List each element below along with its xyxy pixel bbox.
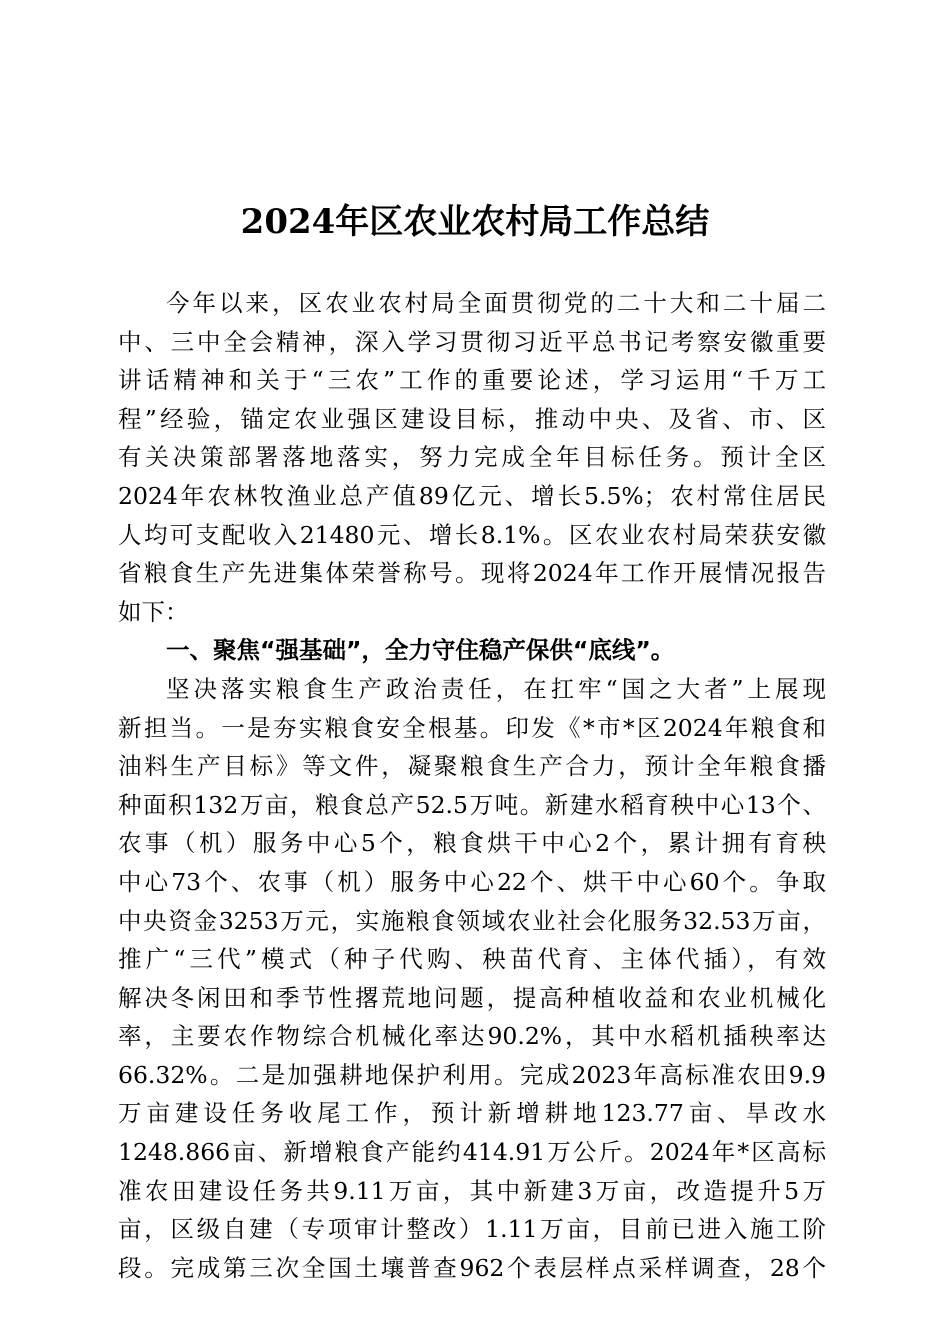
intro-line: 有关决策部署落地落实，努力完成全年目标任务。预计全区 xyxy=(118,443,826,472)
intro-line: 省粮食生产先进集体荣誉称号。现将2024年工作开展情况报告 xyxy=(118,559,826,588)
section-line: 坚决落实粮食生产政治责任，在扛牢“国之大者”上展现 xyxy=(166,674,826,703)
section-line: 率，主要农作物综合机械化率达90.2%，其中水稻机插秧率达 xyxy=(118,1022,826,1051)
intro-line: 人均可支配收入21480元、增长8.1%。区农业农村局荣获安徽 xyxy=(118,520,826,549)
section-line: 油料生产目标》等文件，凝聚粮食生产合力，预计全年粮食播 xyxy=(118,752,826,781)
section-line: 推广“三代”模式（种子代购、秧苗代育、主体代插），有效 xyxy=(118,945,826,974)
section-line: 段。完成第三次全国土壤普查962个表层样点采样调查，28个 xyxy=(118,1253,826,1282)
intro-line: 2024年农林牧渔业总产值89亿元、增长5.5%；农村常住居民 xyxy=(118,481,826,510)
section-line: 亩，区级自建（专项审计整改）1.11万亩，目前已进入施工阶 xyxy=(118,1215,826,1244)
intro-line: 程”经验，锚定农业强区建设目标，推动中央、及省、市、区 xyxy=(118,404,826,433)
intro-line: 讲话精神和关于“三农”工作的重要论述，学习运用“千万工 xyxy=(118,366,826,395)
section-line: 1248.866亩、新增粮食产能约414.91万公斤。2024年*区高标 xyxy=(118,1138,826,1167)
section-line: 万亩建设任务收尾工作，预计新增耕地123.77亩、旱改水 xyxy=(118,1099,826,1128)
section-heading: 一、聚焦“强基础”，全力守住稳产保供“底线”。 xyxy=(166,636,675,665)
document-body xyxy=(118,284,826,1287)
section-line: 66.32%。二是加强耕地保护利用。完成2023年高标准农田9.9 xyxy=(118,1060,826,1089)
intro-line: 中、三中全会精神，深入学习贯彻习近平总书记考察安徽重要 xyxy=(118,327,826,356)
section-line: 中心73个、农事（机）服务中心22个、烘干中心60个。争取 xyxy=(118,867,826,896)
intro-line: 今年以来，区农业农村局全面贯彻党的二十大和二十届二 xyxy=(166,289,826,317)
section-line: 种面积132万亩，粮食总产52.5万吨。新建水稻育秧中心13个、 xyxy=(118,790,826,819)
intro-line: 如下： xyxy=(118,597,189,626)
section-line: 准农田建设任务共9.11万亩，其中新建3万亩，改造提升5万 xyxy=(118,1176,826,1205)
section-line: 新担当。一是夯实粮食安全根基。印发《*市*区2024年粮食和 xyxy=(118,713,826,742)
section-line: 农事（机）服务中心5个，粮食烘干中心2个，累计拥有育秧 xyxy=(118,829,826,858)
section-line: 解决冬闲田和季节性撂荒地问题，提高种植收益和农业机械化 xyxy=(118,983,826,1012)
document-title: 2024年区农业农村局工作总结 xyxy=(240,202,710,242)
section-line: 中央资金3253万元，实施粮食领域农业社会化服务32.53万亩， xyxy=(118,906,826,935)
